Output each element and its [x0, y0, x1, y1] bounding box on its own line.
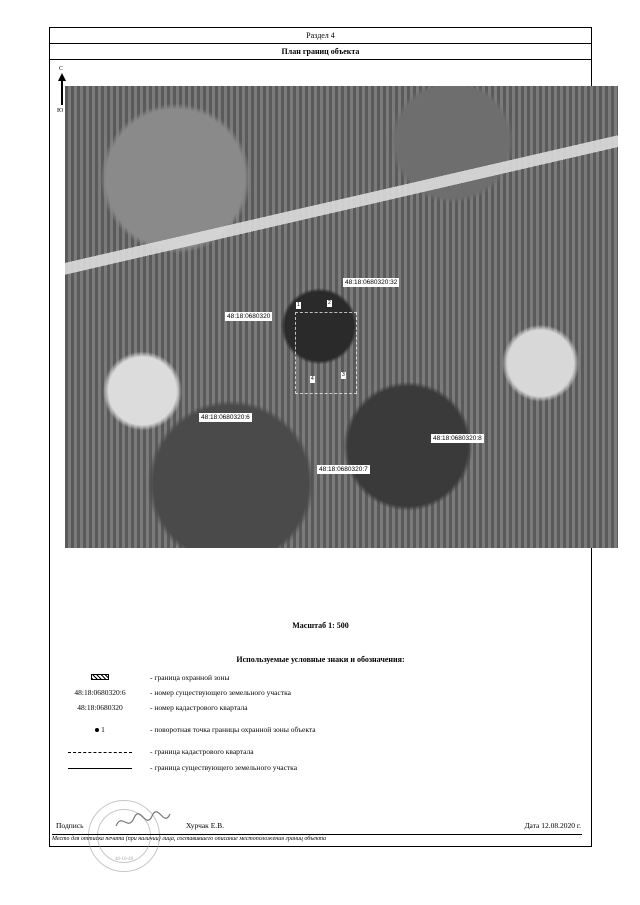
hatch-icon: [91, 674, 109, 680]
parcel-label: 48:18:0680320:8: [433, 435, 482, 442]
turn-point-label: 3: [342, 372, 345, 378]
legend-item: - граница существующего земельного участка: [50, 763, 593, 777]
turn-point-label: 1: [297, 302, 300, 308]
legend-item: - граница охранной зоны: [50, 673, 593, 687]
stamp-note: Место для оттиска печати (при наличии) лица, составившего описание местоположения границ объекта: [52, 834, 582, 842]
signature-label: Подпись: [56, 821, 84, 830]
signature-row: [56, 821, 585, 831]
section-header: Раздел 4: [50, 28, 591, 44]
document-frame: [49, 27, 592, 862]
legend-item: - граница кадастрового квартала: [50, 747, 593, 761]
page-title: План границ объекта: [50, 44, 591, 60]
protection-zone-boundary: [295, 312, 357, 394]
legend-item: 48:18:0680320 - номер кадастрового квартала: [77, 703, 248, 712]
turn-point-label: 2: [328, 300, 331, 306]
legend-item: 48:18:0680320:6 - номер существующего земельного участка: [74, 688, 291, 697]
scale-label: Масштаб 1: 500: [292, 621, 349, 630]
compass-north-label: С: [59, 66, 64, 72]
solid-line-icon: [68, 768, 132, 769]
dashed-line-icon: [68, 752, 132, 753]
turn-point-label: 4: [311, 376, 314, 382]
aerial-map: [65, 86, 618, 548]
parcel-label: 48:18:0680320:32: [345, 279, 398, 286]
dot-icon: [95, 728, 99, 732]
parcel-label: 48:18:0680320:7: [319, 466, 368, 473]
signature-date: Дата 12.08.2020 г.: [524, 821, 581, 830]
signer-name: Хурчак Е.В.: [186, 821, 225, 830]
parcel-label: 48:18:0680320:6: [201, 414, 250, 421]
seal-stamp-icon: 48-10-48: [88, 800, 160, 872]
quarter-label: 48:18:0680320: [227, 313, 271, 320]
legend-item: 1 - поворотная точка границы охранной зоны объекта: [50, 725, 593, 739]
legend-title: Используемые условные знаки и обозначения:: [236, 655, 405, 664]
compass-south-label: Ю: [57, 108, 64, 114]
